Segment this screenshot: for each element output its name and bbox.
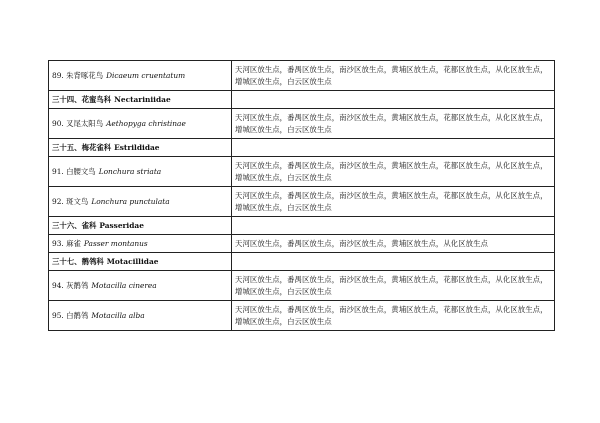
species-chinese-name: 白鹡鸰 [66, 310, 89, 320]
release-sites-cell: 天河区放生点，番禺区放生点，南沙区放生点，黄埔区放生点，花都区放生点，从化区放生点，增城区放生点，白云区放生点 [232, 61, 555, 91]
family-latin-name: Nectariniidae [114, 94, 171, 104]
empty-cell [232, 217, 555, 235]
species-latin-name: Lonchura punctulata [91, 196, 170, 206]
family-name-cell [49, 139, 232, 157]
species-number: 91. [52, 166, 64, 176]
species-latin-name: Aethopyga christinae [106, 118, 186, 128]
empty-cell [232, 91, 555, 109]
species-name-cell [49, 157, 232, 187]
family-chinese-name: 三十七、鹡鸰科 [52, 256, 104, 266]
family-name-cell [49, 91, 232, 109]
release-sites-cell: 天河区放生点，番禺区放生点，南沙区放生点，黄埔区放生点，花都区放生点，从化区放生点，增城区放生点，白云区放生点 [232, 301, 555, 331]
species-latin-name: Passer montanus [83, 238, 148, 248]
species-name-cell [49, 109, 232, 139]
release-sites-cell: 天河区放生点，番禺区放生点，南沙区放生点，黄埔区放生点，从化区放生点 [232, 235, 555, 253]
table-row [49, 235, 555, 253]
species-name-cell [49, 61, 232, 91]
empty-cell [232, 253, 555, 271]
species-chinese-name: 灰鹡鸰 [66, 280, 89, 290]
species-chinese-name: 朱背啄花鸟 [66, 70, 104, 80]
family-row [49, 217, 555, 235]
species-number: 89. [52, 70, 64, 80]
species-latin-name: Motacilla cinerea [91, 280, 157, 290]
species-number: 95. [52, 310, 64, 320]
table-row [49, 61, 555, 91]
empty-cell [232, 139, 555, 157]
family-chinese-name: 三十四、花蜜鸟科 [52, 94, 112, 104]
family-row [49, 253, 555, 271]
release-sites-cell: 天河区放生点，番禺区放生点，南沙区放生点，黄埔区放生点，花都区放生点，从化区放生点，增城区放生点，白云区放生点 [232, 157, 555, 187]
family-chinese-name: 三十五、梅花雀科 [52, 142, 112, 152]
species-latin-name: Dicaeum cruentatum [106, 70, 186, 80]
release-sites-cell: 天河区放生点，番禺区放生点，南沙区放生点，黄埔区放生点，花都区放生点，从化区放生点，增城区放生点，白云区放生点 [232, 187, 555, 217]
table-row [49, 187, 555, 217]
species-number: 90. [52, 118, 64, 128]
species-latin-name: Lonchura striata [98, 166, 162, 176]
release-sites-cell: 天河区放生点，番禺区放生点，南沙区放生点，黄埔区放生点，花都区放生点，从化区放生点，增城区放生点，白云区放生点 [232, 109, 555, 139]
species-number: 94. [52, 280, 64, 290]
table-row [49, 271, 555, 301]
species-chinese-name: 叉尾太阳鸟 [66, 118, 104, 128]
document-page [48, 60, 554, 331]
table-row [49, 157, 555, 187]
species-chinese-name: 白腰文鸟 [66, 166, 96, 176]
release-sites-cell: 天河区放生点，番禺区放生点，南沙区放生点，黄埔区放生点，花都区放生点，从化区放生点，增城区放生点，白云区放生点 [232, 271, 555, 301]
family-name-cell [49, 217, 232, 235]
species-name-cell [49, 235, 232, 253]
family-latin-name: Passeridae [99, 220, 144, 230]
species-name-cell [49, 271, 232, 301]
family-chinese-name: 三十六、雀科 [52, 220, 97, 230]
family-row [49, 139, 555, 157]
table-row [49, 109, 555, 139]
release-site-table [48, 60, 555, 331]
table-row [49, 301, 555, 331]
family-name-cell [49, 253, 232, 271]
family-latin-name: Estrildidae [114, 142, 160, 152]
family-row [49, 91, 555, 109]
family-latin-name: Motacillidae [106, 256, 159, 266]
table-body [49, 61, 555, 331]
species-chinese-name: 斑文鸟 [66, 196, 89, 206]
species-number: 93. [52, 238, 64, 248]
species-number: 92. [52, 196, 64, 206]
species-name-cell [49, 301, 232, 331]
species-latin-name: Motacilla alba [91, 310, 145, 320]
species-name-cell [49, 187, 232, 217]
species-chinese-name: 麻雀 [66, 238, 81, 248]
